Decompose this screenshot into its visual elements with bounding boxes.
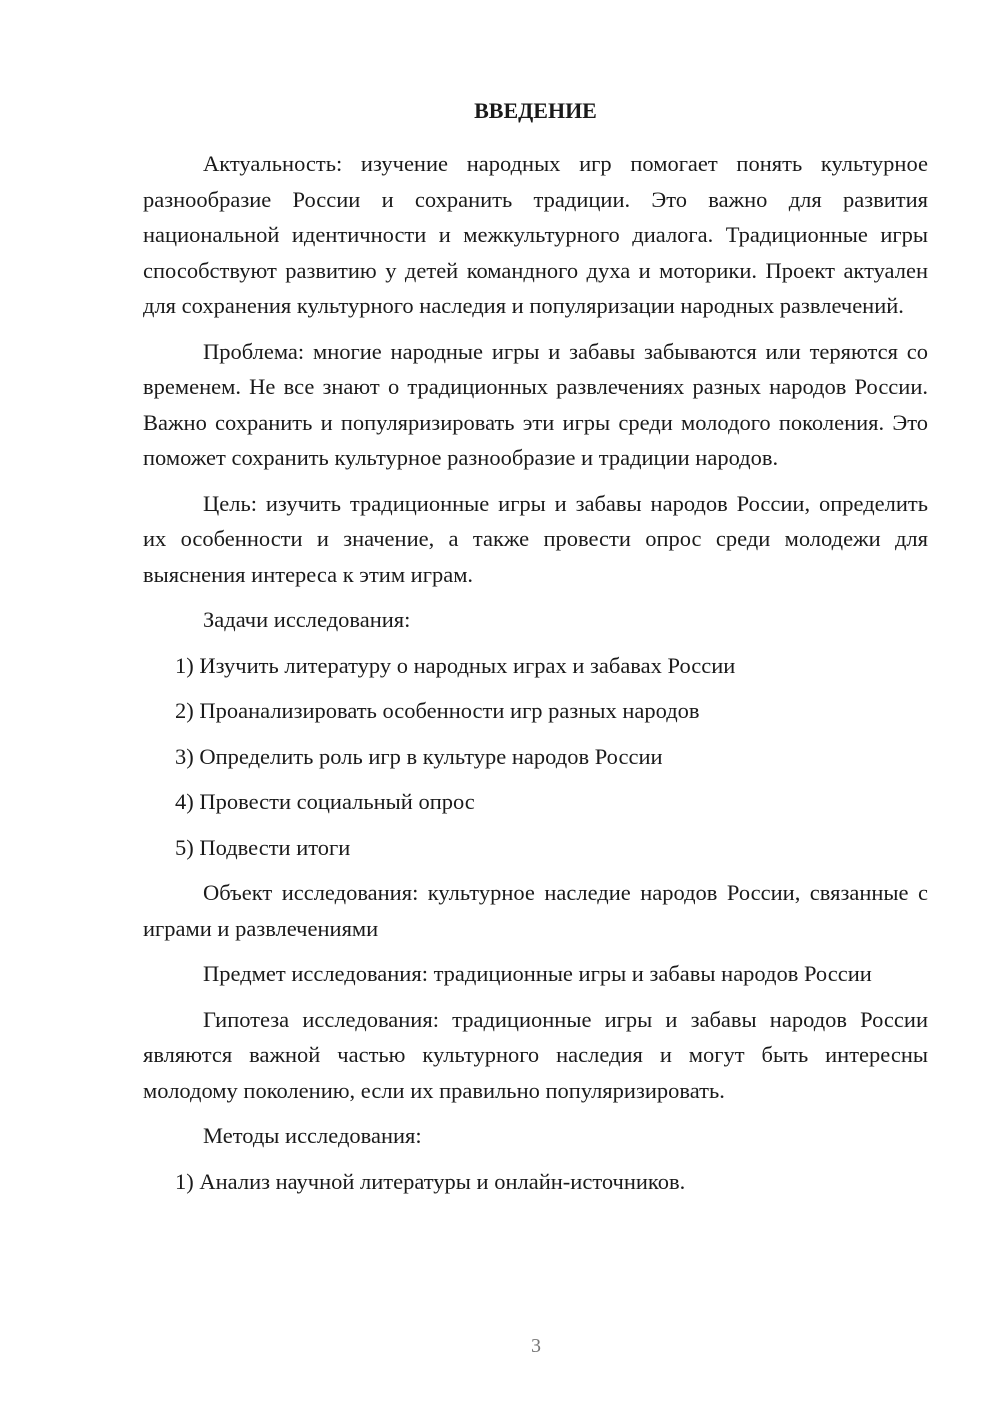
method-item: 1) Анализ научной литературы и онлайн-источников.	[175, 1168, 686, 1194]
object-paragraph: Объект исследования: культурное наследие народов России, связанные с играми и развлечениями	[143, 880, 928, 941]
hypothesis-paragraph: Гипотеза исследования: традиционные игры и забавы народов России являются важной частью культурного наследия и могут быть интересны молодому поколению, если их правильно популяризировать.	[143, 1006, 928, 1103]
goal-paragraph: Цель: изучить традиционные игры и забавы народов России, определить их особенности и значение, а также провести опрос среди молодежи для выяснения интереса к этим играм.	[143, 490, 928, 587]
task-item: 2) Проанализировать особенности игр разных народов	[175, 698, 700, 723]
problem-paragraph: Проблема: многие народные игры и забавы забываются или теряются со временем. Не все знают о традиционных развлечениях разных народов России. Важно сохранить и популяризировать эти игры среди молодого поколения. Это поможет сохранить культурное разнообразие и традиции народов.	[143, 338, 928, 470]
methods-label: Методы исследования:	[203, 1123, 422, 1148]
task-item: 1) Изучить литературу о народных играх и забавах России	[175, 652, 736, 678]
methods-list	[143, 1164, 928, 1200]
subject-paragraph: Предмет исследования: традиционные игры и забавы народов России	[203, 961, 872, 986]
page-number: 3	[531, 1335, 541, 1357]
document-page	[143, 96, 928, 1209]
tasks-list	[143, 648, 928, 866]
relevance-paragraph: Актуальность: изучение народных игр помогает понять культурное разнообразие России и сохранить традиции. Это важно для развития национальной идентичности и межкультурного диалога. Традиционные игры способствуют развитию у детей командного духа и моторики. Проект актуален для сохранения культурного наследия и популяризации народных развлечений.	[143, 151, 928, 318]
task-item: 5) Подвести итоги	[175, 834, 351, 860]
section-title: ВВЕДЕНИЕ	[474, 98, 597, 123]
task-item: 4) Провести социальный опрос	[175, 789, 475, 814]
task-item: 3) Определить роль игр в культуре народов России	[175, 743, 663, 769]
tasks-label: Задачи исследования:	[203, 607, 411, 632]
